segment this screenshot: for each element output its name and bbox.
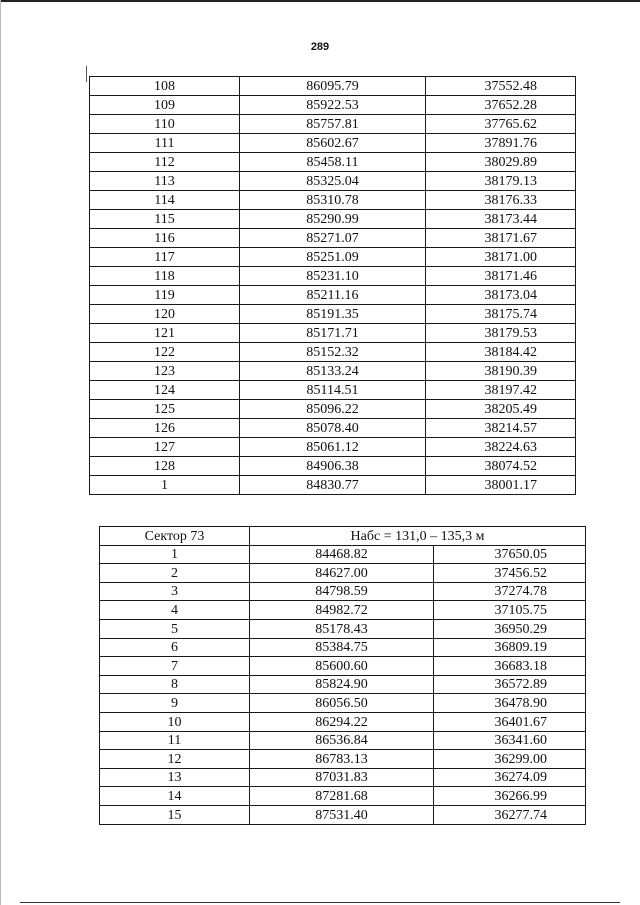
table-row (100, 731, 586, 750)
x-coordinate-cell: 85191.35 (240, 305, 426, 324)
x-coordinate-cell: 86056.50 (250, 694, 434, 713)
table-row (90, 115, 576, 134)
y-coordinate-cell: 38224.63 (426, 438, 576, 457)
x-coordinate-cell: 87281.68 (250, 787, 434, 806)
y-coordinate-cell: 38171.00 (426, 248, 576, 267)
x-coordinate-cell: 85171.71 (240, 324, 426, 343)
point-number-cell: 128 (90, 457, 240, 476)
margin-mark (86, 66, 87, 82)
y-coordinate-cell: 36299.00 (434, 750, 586, 769)
y-coordinate-cell: 36341.60 (434, 731, 586, 750)
point-number-cell: 114 (90, 191, 240, 210)
y-coordinate-cell: 36266.99 (434, 787, 586, 806)
point-number-cell: 118 (90, 267, 240, 286)
point-number-cell: 111 (90, 134, 240, 153)
x-coordinate-cell: 85231.10 (240, 267, 426, 286)
point-number-cell: 125 (90, 400, 240, 419)
table-row (90, 210, 576, 229)
y-coordinate-cell: 36683.18 (434, 657, 586, 676)
point-number-cell: 113 (90, 172, 240, 191)
point-number-cell: 8 (100, 675, 250, 694)
table-row (90, 153, 576, 172)
table-row (90, 134, 576, 153)
point-number-cell: 124 (90, 381, 240, 400)
y-coordinate-cell: 36277.74 (434, 805, 586, 824)
table-row (90, 400, 576, 419)
x-coordinate-cell: 85458.11 (240, 153, 426, 172)
table-row (90, 419, 576, 438)
y-coordinate-cell: 38190.39 (426, 362, 576, 381)
sector-header-row (100, 527, 586, 546)
table-row (100, 545, 586, 564)
y-coordinate-cell: 37891.76 (426, 134, 576, 153)
table-row (100, 564, 586, 583)
table-row (90, 172, 576, 191)
y-coordinate-cell: 37652.28 (426, 96, 576, 115)
x-coordinate-cell: 86095.79 (240, 77, 426, 96)
x-coordinate-cell: 87531.40 (250, 805, 434, 824)
point-number-cell: 4 (100, 601, 250, 620)
point-number-cell: 10 (100, 712, 250, 731)
point-number-cell: 109 (90, 96, 240, 115)
y-coordinate-cell: 38175.74 (426, 305, 576, 324)
point-number-cell: 120 (90, 305, 240, 324)
point-number-cell: 13 (100, 768, 250, 787)
x-coordinate-cell: 85384.75 (250, 638, 434, 657)
x-coordinate-cell: 85824.90 (250, 675, 434, 694)
table-row (100, 712, 586, 731)
point-number-cell: 121 (90, 324, 240, 343)
x-coordinate-cell: 84830.77 (240, 476, 426, 495)
table-row (100, 619, 586, 638)
y-coordinate-cell: 38171.67 (426, 229, 576, 248)
y-coordinate-cell: 37765.62 (426, 115, 576, 134)
y-coordinate-cell: 38001.17 (426, 476, 576, 495)
x-coordinate-cell: 85061.12 (240, 438, 426, 457)
table-row (90, 267, 576, 286)
y-coordinate-cell: 37650.05 (434, 545, 586, 564)
x-coordinate-cell: 84627.00 (250, 564, 434, 583)
table-row (100, 787, 586, 806)
table-row (90, 381, 576, 400)
x-coordinate-cell: 85602.67 (240, 134, 426, 153)
table-row (90, 476, 576, 495)
table-row (100, 657, 586, 676)
x-coordinate-cell: 85290.99 (240, 210, 426, 229)
point-number-cell: 110 (90, 115, 240, 134)
table-row (90, 286, 576, 305)
y-coordinate-cell: 37105.75 (434, 601, 586, 620)
table-row (100, 768, 586, 787)
point-number-cell: 1 (90, 476, 240, 495)
x-coordinate-cell: 85251.09 (240, 248, 426, 267)
table-row (90, 77, 576, 96)
x-coordinate-cell: 85600.60 (250, 657, 434, 676)
table-row (100, 805, 586, 824)
y-coordinate-cell: 38171.46 (426, 267, 576, 286)
point-number-cell: 12 (100, 750, 250, 769)
sector-label: Сектор 73 (100, 527, 250, 546)
point-number-cell: 9 (100, 694, 250, 713)
point-number-cell: 115 (90, 210, 240, 229)
y-coordinate-cell: 36274.09 (434, 768, 586, 787)
y-coordinate-cell: 38214.57 (426, 419, 576, 438)
x-coordinate-cell: 86536.84 (250, 731, 434, 750)
x-coordinate-cell: 87031.83 (250, 768, 434, 787)
table-row (100, 675, 586, 694)
y-coordinate-cell: 36950.29 (434, 619, 586, 638)
x-coordinate-cell: 86783.13 (250, 750, 434, 769)
coordinates-table-a-body (90, 77, 576, 495)
y-coordinate-cell: 38173.04 (426, 286, 576, 305)
point-number-cell: 123 (90, 362, 240, 381)
table-row (90, 362, 576, 381)
point-number-cell: 14 (100, 787, 250, 806)
point-number-cell: 108 (90, 77, 240, 96)
y-coordinate-cell: 36478.90 (434, 694, 586, 713)
x-coordinate-cell: 85078.40 (240, 419, 426, 438)
x-coordinate-cell: 85310.78 (240, 191, 426, 210)
scan-edge-bottom (20, 902, 620, 903)
y-coordinate-cell: 38205.49 (426, 400, 576, 419)
point-number-cell: 122 (90, 343, 240, 362)
x-coordinate-cell: 85096.22 (240, 400, 426, 419)
table-row (90, 191, 576, 210)
table-row (90, 229, 576, 248)
point-number-cell: 112 (90, 153, 240, 172)
x-coordinate-cell: 85757.81 (240, 115, 426, 134)
point-number-cell: 127 (90, 438, 240, 457)
table-row (90, 96, 576, 115)
x-coordinate-cell: 86294.22 (250, 712, 434, 731)
table-row (100, 638, 586, 657)
point-number-cell: 3 (100, 582, 250, 601)
table-row (100, 582, 586, 601)
y-coordinate-cell: 38197.42 (426, 381, 576, 400)
y-coordinate-cell: 38184.42 (426, 343, 576, 362)
x-coordinate-cell: 85178.43 (250, 619, 434, 638)
point-number-cell: 11 (100, 731, 250, 750)
point-number-cell: 117 (90, 248, 240, 267)
x-coordinate-cell: 84798.59 (250, 582, 434, 601)
x-coordinate-cell: 85922.53 (240, 96, 426, 115)
point-number-cell: 7 (100, 657, 250, 676)
table-row (100, 601, 586, 620)
y-coordinate-cell: 38179.53 (426, 324, 576, 343)
table-row (90, 248, 576, 267)
y-coordinate-cell: 36401.67 (434, 712, 586, 731)
page-number: 289 (310, 41, 330, 53)
x-coordinate-cell: 84468.82 (250, 545, 434, 564)
table-row (90, 343, 576, 362)
coordinates-table-a (89, 76, 576, 495)
x-coordinate-cell: 85271.07 (240, 229, 426, 248)
x-coordinate-cell: 84906.38 (240, 457, 426, 476)
table-row (100, 694, 586, 713)
height-range: Набс = 131,0 – 135,3 м (250, 527, 586, 546)
x-coordinate-cell: 85152.32 (240, 343, 426, 362)
table-row (90, 305, 576, 324)
point-number-cell: 126 (90, 419, 240, 438)
y-coordinate-cell: 38176.33 (426, 191, 576, 210)
point-number-cell: 2 (100, 564, 250, 583)
y-coordinate-cell: 38029.89 (426, 153, 576, 172)
point-number-cell: 5 (100, 619, 250, 638)
table-row (100, 750, 586, 769)
y-coordinate-cell: 36572.89 (434, 675, 586, 694)
table-row (90, 457, 576, 476)
point-number-cell: 6 (100, 638, 250, 657)
y-coordinate-cell: 37456.52 (434, 564, 586, 583)
point-number-cell: 119 (90, 286, 240, 305)
coordinates-table-b-body (100, 527, 586, 825)
x-coordinate-cell: 85325.04 (240, 172, 426, 191)
y-coordinate-cell: 36809.19 (434, 638, 586, 657)
x-coordinate-cell: 85133.24 (240, 362, 426, 381)
scan-edge-top (0, 0, 640, 2)
table-row (90, 324, 576, 343)
x-coordinate-cell: 84982.72 (250, 601, 434, 620)
table-row (90, 438, 576, 457)
scan-edge-left (0, 0, 1, 905)
point-number-cell: 15 (100, 805, 250, 824)
y-coordinate-cell: 38173.44 (426, 210, 576, 229)
point-number-cell: 1 (100, 545, 250, 564)
x-coordinate-cell: 85211.16 (240, 286, 426, 305)
y-coordinate-cell: 37552.48 (426, 77, 576, 96)
y-coordinate-cell: 37274.78 (434, 582, 586, 601)
coordinates-table-b (99, 526, 586, 825)
y-coordinate-cell: 38179.13 (426, 172, 576, 191)
x-coordinate-cell: 85114.51 (240, 381, 426, 400)
y-coordinate-cell: 38074.52 (426, 457, 576, 476)
point-number-cell: 116 (90, 229, 240, 248)
